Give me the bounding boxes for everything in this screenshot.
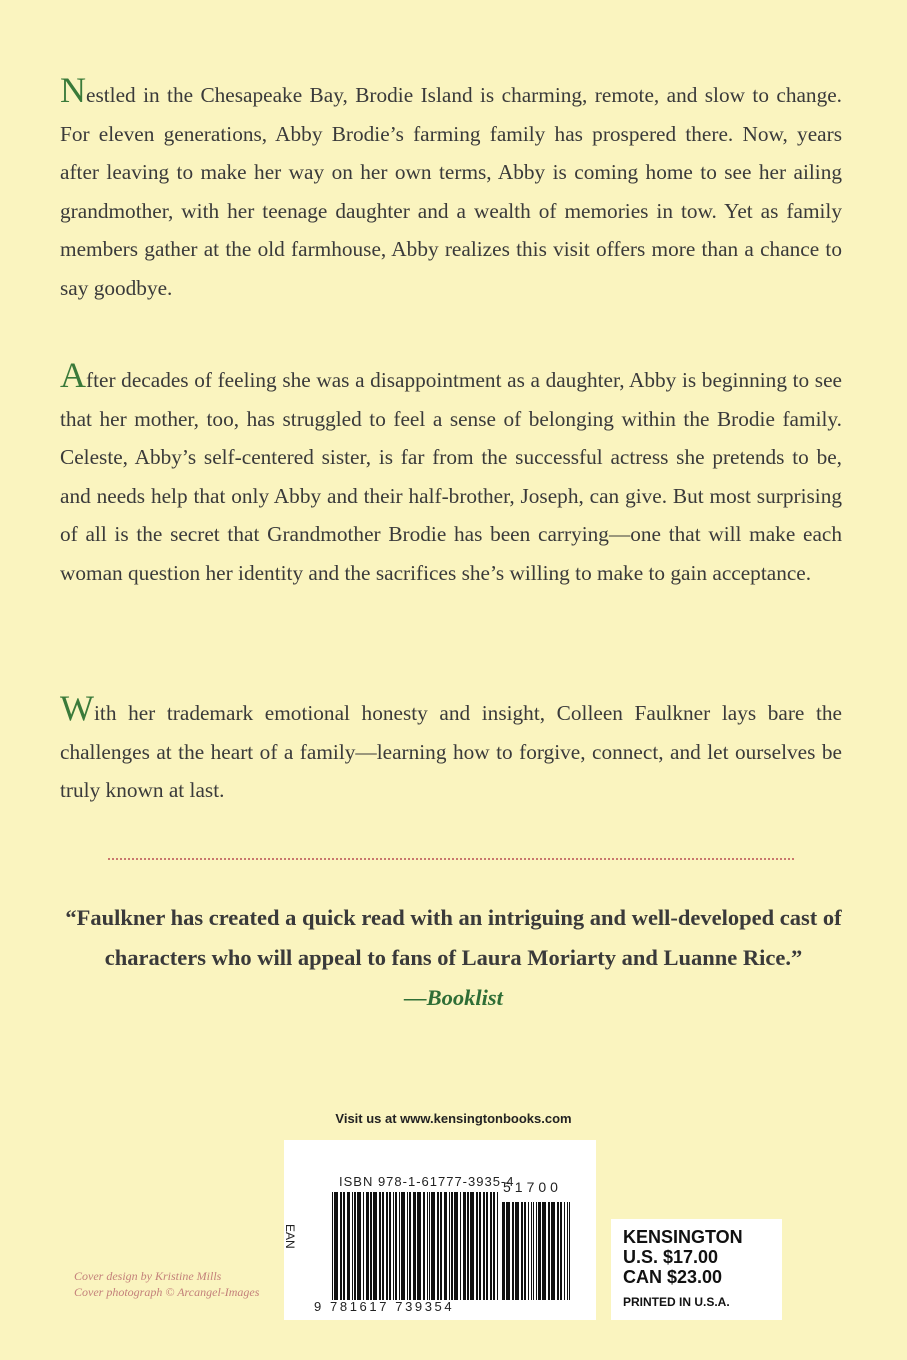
drop-cap: W — [60, 688, 94, 728]
ean-label: EAN — [283, 1224, 297, 1249]
barcode-bar — [463, 1192, 466, 1300]
barcode-bar — [524, 1202, 526, 1300]
price-panel — [611, 1219, 782, 1320]
barcode-bar — [440, 1192, 442, 1300]
paragraph-text: ith her trademark emotional honesty and insight, Colleen Faulkner lays bare the challenges at the heart of a family—learning how to forgive, connect, and let ourselves be truly known at last. — [60, 701, 842, 802]
barcode-bar — [409, 1192, 411, 1300]
barcode-bar — [429, 1192, 430, 1300]
paragraph-text: estled in the Chesapeake Bay, Brodie Island is charming, remote, and slow to change. For eleven generations, Abby Brodie’s farming family has prospered there. Now, years after leaving to make her way on her own terms, Abby is coming home to see her ailing grandmother, with her teenage daughter and a wealth of memories in tow. Yet as family members gather at the old farmhouse, Abby realizes this visit offers more than a chance to say goodbye. — [60, 83, 842, 300]
barcode-bar — [564, 1202, 565, 1300]
can-price: CAN $23.00 — [623, 1267, 723, 1287]
barcode-bar — [454, 1192, 458, 1300]
barcode-bar — [567, 1202, 568, 1300]
barcode-bar — [528, 1202, 529, 1300]
barcode-bar — [531, 1202, 532, 1300]
barcode-bar — [506, 1202, 510, 1300]
barcode-bar — [340, 1192, 342, 1300]
barcode-bar — [352, 1192, 353, 1300]
barcode-bar — [551, 1202, 555, 1300]
barcode-bar — [399, 1192, 400, 1300]
barcode-bar — [343, 1192, 345, 1300]
barcode-bar — [533, 1202, 534, 1300]
description-paragraph-3 — [60, 690, 842, 810]
barcode-bar — [386, 1192, 388, 1300]
barcode-bar — [449, 1192, 450, 1300]
barcode-bar — [557, 1202, 559, 1300]
barcode-bar — [497, 1192, 498, 1300]
barcode-bar — [460, 1192, 461, 1300]
barcode-bar — [479, 1192, 481, 1300]
barcode-bar — [521, 1202, 523, 1300]
barcode-bar — [431, 1192, 435, 1300]
barcode-bar — [444, 1192, 447, 1300]
barcode-bar — [389, 1192, 391, 1300]
description-paragraph-2 — [60, 357, 842, 592]
barcode-bar — [486, 1192, 488, 1300]
barcode-bar — [560, 1202, 562, 1300]
barcode-bar — [347, 1192, 350, 1300]
barcode-bar — [332, 1192, 333, 1300]
barcode-bar — [373, 1192, 377, 1300]
addon-barcode — [502, 1202, 572, 1300]
quote-text: “Faulkner has created a quick read with an intriguing and well-developed cast of characters who will appeal to fans of Laura Moriarty and Luanne Rice.” — [65, 905, 842, 970]
barcode-bar — [370, 1192, 372, 1300]
barcode-bar — [548, 1202, 550, 1300]
barcode-bar — [417, 1192, 421, 1300]
barcode-bar — [366, 1192, 369, 1300]
drop-cap: A — [60, 355, 86, 395]
barcode-bar — [363, 1192, 364, 1300]
barcode-bar — [413, 1192, 416, 1300]
description-paragraph-1 — [60, 72, 842, 307]
cover-photo-credit: Cover photograph © Arcangel-Images — [74, 1285, 260, 1299]
barcode-bar — [334, 1192, 338, 1300]
barcode-bar — [393, 1192, 394, 1300]
ean-barcode — [332, 1192, 498, 1300]
barcode-bar — [536, 1202, 537, 1300]
barcode-bar — [467, 1192, 469, 1300]
barcode-bar — [382, 1192, 384, 1300]
barcode-bar — [423, 1192, 425, 1300]
barcode-bar — [395, 1192, 397, 1300]
barcode-bar — [451, 1192, 453, 1300]
barcode-panel — [284, 1140, 596, 1320]
dotted-divider — [108, 858, 794, 860]
ean-number: 9 781617 739354 — [314, 1299, 455, 1314]
barcode-bar — [357, 1192, 361, 1300]
barcode-bar — [437, 1192, 439, 1300]
addon-number: 51700 — [503, 1179, 562, 1195]
barcode-bar — [407, 1192, 408, 1300]
review-quote — [60, 898, 847, 1018]
printed-in: PRINTED IN U.S.A. — [623, 1295, 730, 1309]
isbn-text: ISBN 978-1-61777-3935-4 — [339, 1174, 515, 1189]
barcode-bar — [493, 1192, 495, 1300]
barcode-bar — [502, 1202, 505, 1300]
barcode-bar — [379, 1192, 381, 1300]
cover-design-credit: Cover design by Kristine Mills — [74, 1269, 222, 1283]
barcode-bar — [490, 1192, 492, 1300]
cover-credits — [74, 1268, 259, 1300]
barcode-bar — [542, 1202, 546, 1300]
drop-cap: N — [60, 70, 86, 110]
barcode-bar — [569, 1202, 570, 1300]
publisher-name: KENSINGTON — [623, 1227, 743, 1247]
barcode-bar — [470, 1192, 474, 1300]
barcode-bar — [354, 1192, 356, 1300]
quote-source: —Booklist — [404, 985, 503, 1010]
barcode-bar — [538, 1202, 541, 1300]
barcode-bar — [512, 1202, 514, 1300]
paragraph-text: fter decades of feeling she was a disappointment as a daughter, Abby is beginning to see that her mother, too, has struggled to feel a sense of belonging within the Brodie family. Celeste, Abby’s self-centered sister, is far from the successful actress she pretends to be, and needs help that only Abby and their half-brother, Joseph, can give. But most surprising of all is the secret that Grandmother Brodie has been carrying—one that will make each woman question her identity and the sacrifices she’s willing to make to gain acceptance. — [60, 368, 842, 585]
barcode-bar — [483, 1192, 485, 1300]
barcode-bar — [401, 1192, 405, 1300]
us-price: U.S. $17.00 — [623, 1247, 719, 1267]
barcode-bar — [515, 1202, 519, 1300]
barcode-bar — [427, 1192, 428, 1300]
barcode-bar — [476, 1192, 478, 1300]
website-line: Visit us at www.kensingtonbooks.com — [335, 1111, 572, 1126]
